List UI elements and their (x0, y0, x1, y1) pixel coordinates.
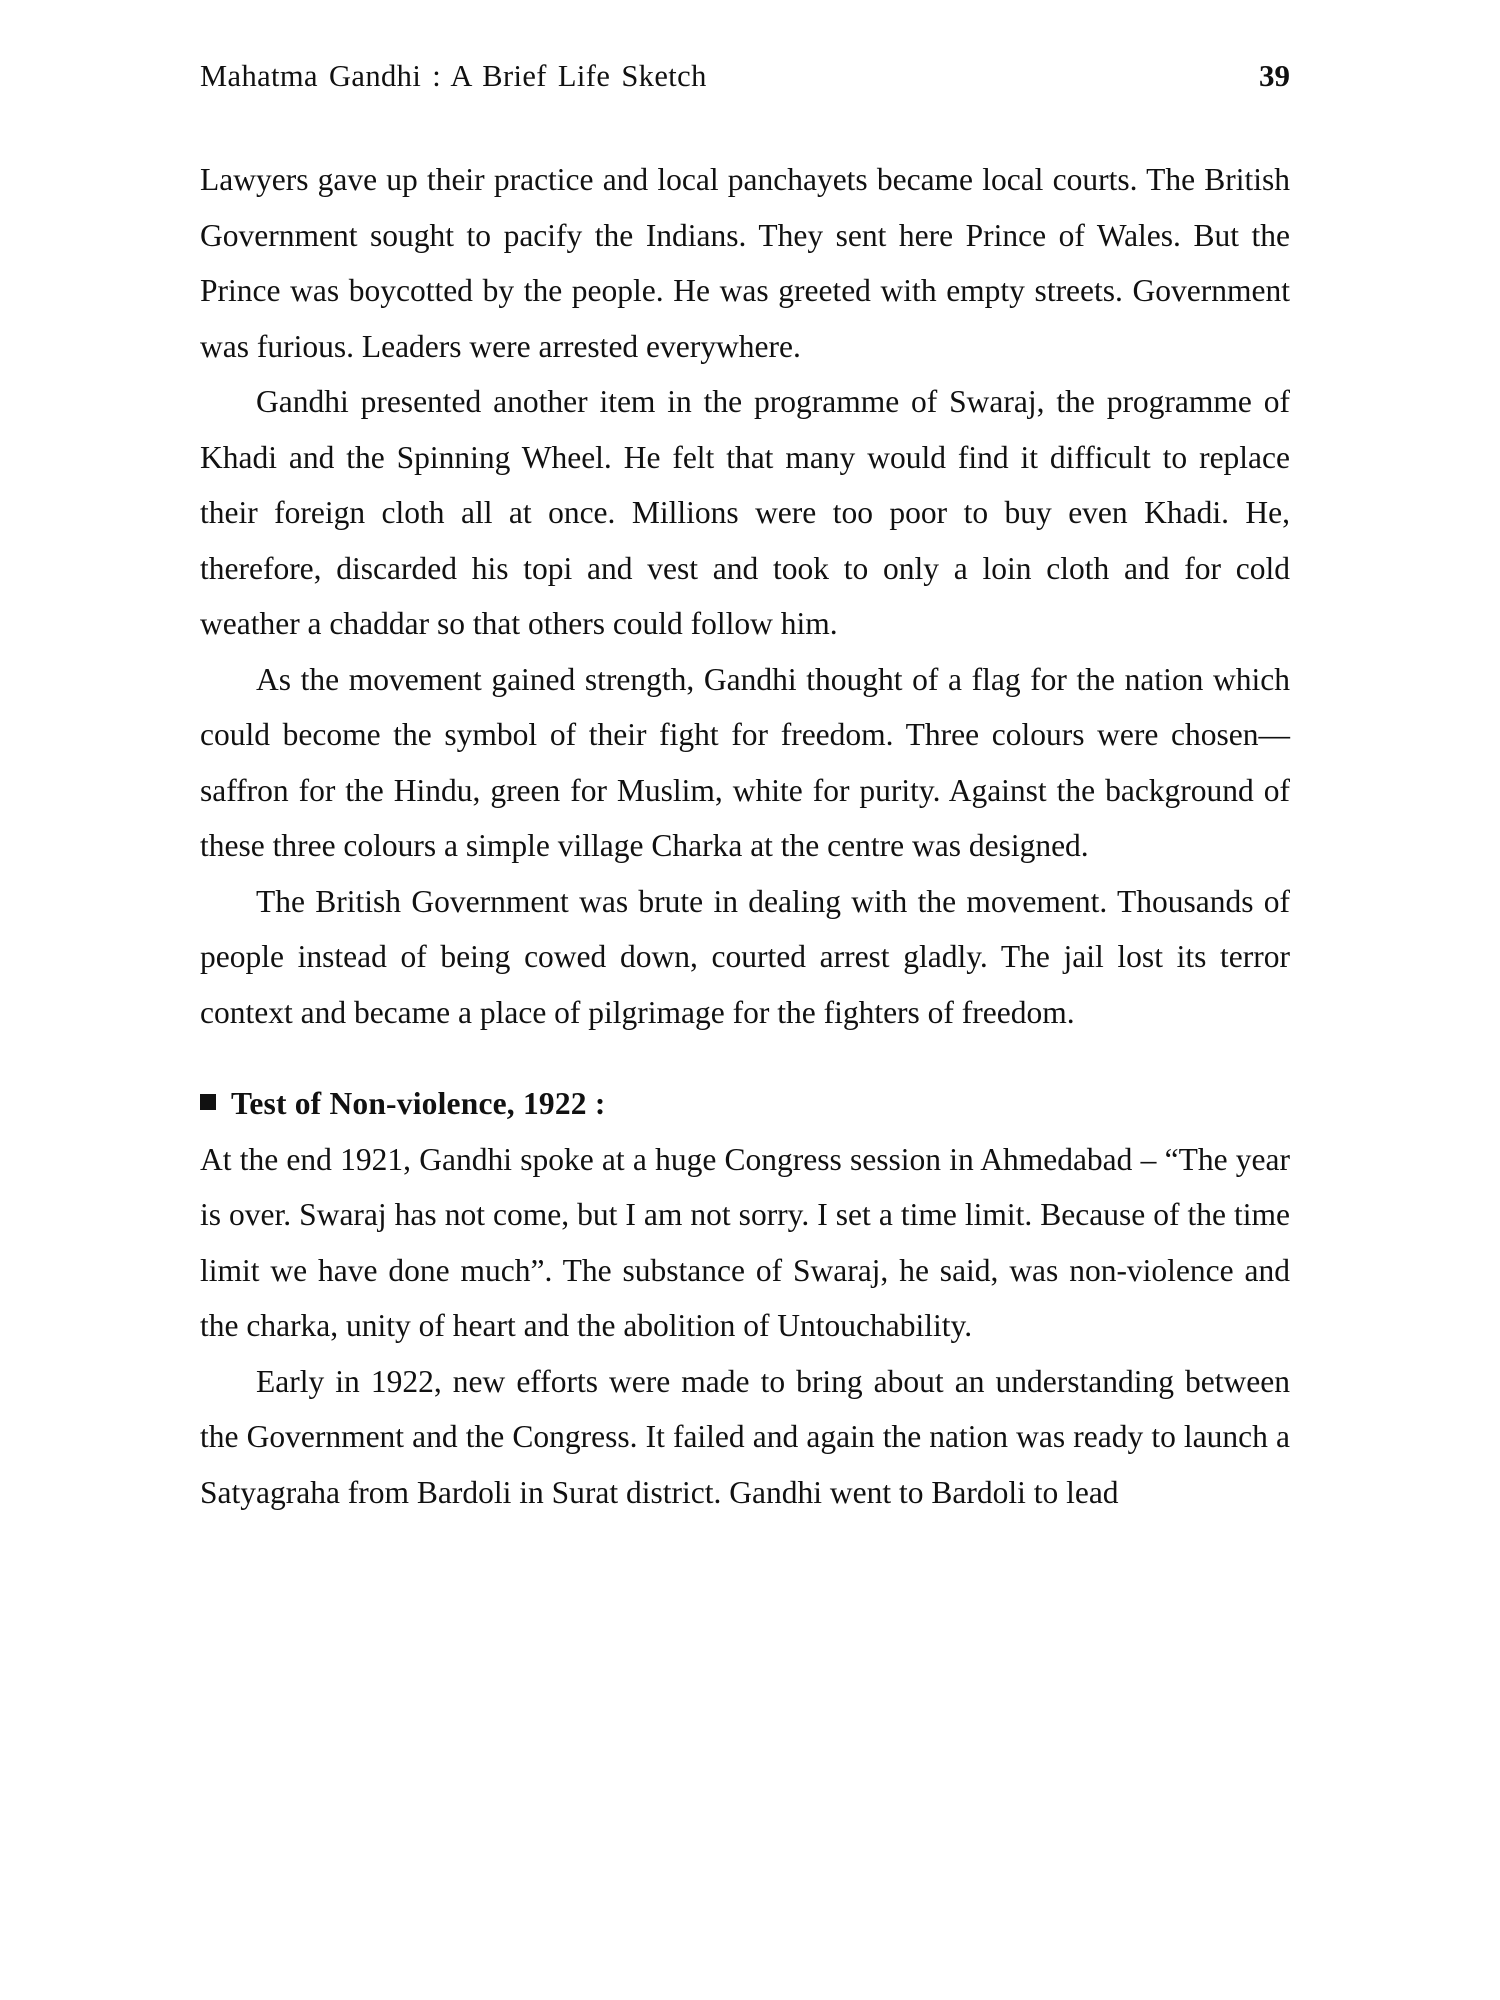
paragraph-4: The British Government was brute in dealing with the movement. Thousands of people instead of being cowed down, courted arrest gladly. The jail lost its terror context and became a place of pilgrimage for the fighters of freedom. (200, 883, 1290, 1030)
paragraph-2: Gandhi presented another item in the programme of Swaraj, the programme of Khadi and the Spinning Wheel. He felt that many would find it difficult to replace their foreign cloth all at once. Millions were too poor to buy even Khadi. He, therefore, discarded his topi and vest and took to only a loin cloth and for cold weather a chaddar so that others could follow him. (200, 384, 1290, 641)
section-heading (200, 1040, 1290, 1132)
paragraph-3: As the movement gained strength, Gandhi thought of a flag for the nation which could become the symbol of their fight for freedom. Three colours were chosen—saffron for the Hindu, green for Muslim, white for purity. Against the background of these three colours a simple village Charka at the centre was designed. (200, 661, 1290, 863)
running-header (200, 58, 1290, 94)
square-bullet-icon (200, 1094, 216, 1110)
page-number: 39 (1259, 58, 1290, 93)
section-heading-text: Test of Non-violence, 1922 : (231, 1086, 606, 1121)
page-content (200, 58, 1290, 1520)
running-head-title: Mahatma Gandhi : A Brief Life Sketch (200, 59, 707, 93)
section-paragraph-1: At the end 1921, Gandhi spoke at a huge Congress session in Ahmedabad – “The year is over. Swaraj has not come, but I am not sorry. I set a time limit. Because of the time limit we have done much”. The substance of Swaraj, he said, was non-violence and the charka, unity of heart and the abolition of Untouchability. (200, 1141, 1290, 1343)
paragraph-1: Lawyers gave up their practice and local panchayets became local courts. The British Government sought to pacify the Indians. They sent here Prince of Wales. But the Prince was boycotted by the people. He was greeted with empty streets. Government was furious. Leaders were arrested everywhere. (200, 162, 1290, 364)
section-paragraph-2: Early in 1922, new efforts were made to bring about an understanding between the Government and the Congress. It failed and again the nation was ready to launch a Satyagraha from Bardoli in Surat district. Gandhi went to Bardoli to lead (200, 1363, 1290, 1510)
